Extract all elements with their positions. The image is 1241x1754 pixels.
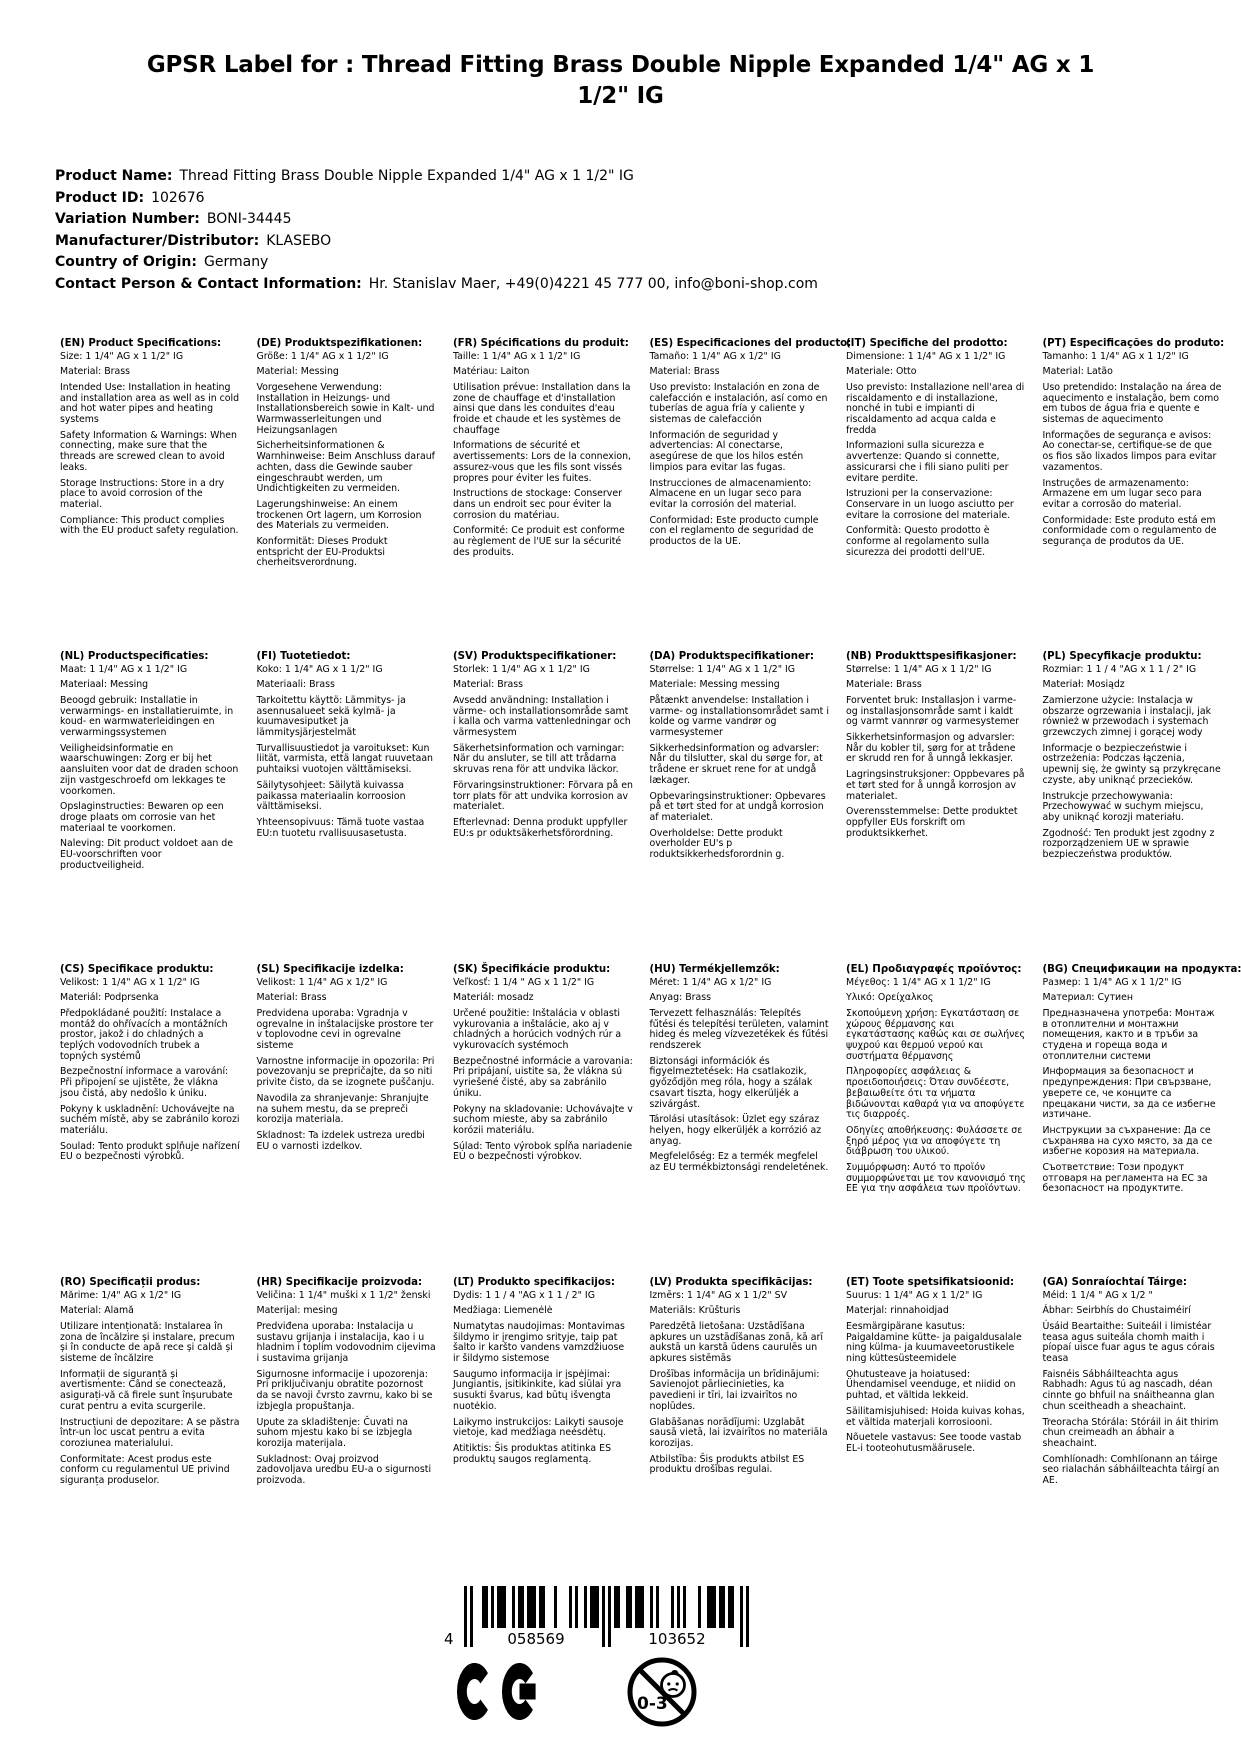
spec-paragraph: Maat: 1 1/4" AG x 1 1/2" IG — [60, 663, 188, 675]
spec-paragraph: Méid: 1 1/4 " AG x 1/2 " — [1042, 1289, 1153, 1301]
baby-left-eye — [667, 1682, 670, 1685]
spec-block-title: (DE) Produktspezifikationen: — [256, 338, 423, 349]
spec-paragraph: Материал: Сутиен — [1042, 992, 1134, 1004]
spec-block-bg — [1042, 964, 1241, 1277]
spec-paragraph: Bezpečnostné informácie a varovania: Pri pripájaní, uistite sa, že vlákna sú vyriešené čisté, aby sa zabránilo úniku. — [453, 1055, 633, 1099]
spec-block-title: (HU) Termékjellemzők: — [649, 964, 780, 975]
spec-block-title: (PL) Specyfikacje produktu: — [1042, 651, 1202, 662]
spec-paragraph: Intended Use: Installation in heating and installation area as well as in cold and hot water pipes and heating systems — [60, 381, 240, 426]
product-info-line — [55, 252, 818, 274]
spec-paragraph: Konformität: Dieses Produkt entspricht der EU-Produktsi cherheitsverordnung. — [256, 536, 388, 569]
spec-paragraph: Instrucciones de almacenamiento: Almacene en un lugar seco para evitar la corrosión del material. — [649, 477, 812, 510]
spec-paragraph: Beoogd gebruik: Installatie in verwarmings- en installatieruimte, in koud- en warmwaterleidingen en verwarmingssystemen — [60, 694, 234, 739]
spec-paragraph: Medžiaga: Liemenėlė — [453, 1305, 553, 1317]
spec-paragraph: Informações de segurança e avisos: Ao conectar-se, certifique-se de que os fios são lixados limpos para evitar vazamentos. — [1042, 429, 1217, 473]
spec-paragraph: Veľkosť: 1 1/4 " AG x 1 1/2" IG — [453, 976, 595, 988]
spec-paragraph: Opbevaringsinstruktioner: Opbevares på et tørt sted for at undgå korrosion af materialet. — [649, 790, 826, 823]
product-info-line — [55, 231, 818, 253]
ean-barcode — [442, 1586, 749, 1654]
spec-paragraph: Compliance: This product complies with the EU product safety regulation. — [60, 514, 239, 537]
spec-block-title: (SL) Specifikacije izdelka: — [256, 964, 404, 975]
spec-block-title: (BG) Спецификации на продукта: — [1042, 964, 1241, 975]
spec-block-el — [846, 964, 1026, 1277]
spec-paragraph: Säilitamisjuhised: Hoida kuivas kohas, et vältida materjali korrosiooni. — [846, 1405, 1025, 1428]
spec-block-de — [257, 338, 437, 651]
spec-paragraph: Säilytysohjeet: Säilytä kuivassa paikassa materiaalin korroosion välttämiseksi. — [256, 779, 406, 813]
spec-paragraph: Overholdelse: Dette produkt overholder EU's p roduktsikkerhedsforordnin g. — [649, 827, 785, 861]
spec-paragraph: Suurus: 1 1/4" AG x 1 1/2" IG — [846, 1289, 983, 1301]
product-info-value: KLASEBO — [266, 232, 332, 249]
spec-block-title: (PT) Especificações do produto: — [1042, 338, 1225, 349]
spec-block-title: (EL) Προδιαγραφές προϊόντος: — [846, 964, 1022, 975]
spec-block-title: (LT) Produkto specifikacijos: — [453, 1277, 615, 1288]
spec-paragraph: Materiale: Messing messing — [649, 679, 780, 691]
spec-paragraph: Σκοπούμενη χρήση: Εγκατάσταση σε χώρους θέρμανσης και εγκατάστασης καθώς και σε σωλήνες ψυχρού και θερμού νερού και συστήματα θέρμανσης — [846, 1007, 1025, 1062]
spec-paragraph: Conformitate: Acest produs este conform cu regulamentul UE privind siguranța produselor. — [60, 1453, 230, 1487]
spec-paragraph: Conformità: Questo prodotto è conforme al regolamento sulla sicurezza dei prodotti dell'UE. — [846, 525, 990, 558]
spec-paragraph: Anyag: Brass — [649, 992, 712, 1004]
spec-paragraph: Varnostne informacije in opozorila: Pri povezovanju se prepričajte, da so niti privite čisto, da se izognete puščanju. — [256, 1055, 435, 1089]
spec-block-title: (HR) Specifikacije proizvoda: — [256, 1277, 423, 1288]
spec-block-fi — [257, 651, 437, 964]
spec-paragraph: Storage Instructions: Store in a dry place to avoid corrosion of the material. — [60, 477, 225, 510]
spec-block-title: (FR) Spécifications du produit: — [453, 338, 629, 349]
spec-paragraph: Utilisation prévue: Installation dans la zone de chauffage et d'installation ainsi que dans les conduites d'eau froide et chaude et les systèmes de chauffage — [453, 381, 631, 436]
spec-paragraph: Naleving: Dit product voldoet aan de EU-voorschriften voor productveiligheid. — [60, 838, 233, 871]
spec-paragraph: Tervezett felhasználás: Telepítés fűtési és telepítési területen, valamint hideg és meleg vízvezetékek és fűtési rendszerek — [649, 1007, 829, 1052]
spec-paragraph: Taille: 1 1/4" AG x 1 1/2" IG — [453, 350, 581, 362]
spec-block-title: (SK) Špecifikácie produktu: — [453, 964, 611, 975]
spec-paragraph: Предназначена употреба: Монтаж в отоплителни и монтажни помещения, както и в тръби за студена и гореща вода и отоплителни системи — [1042, 1007, 1215, 1062]
spec-paragraph: Tamanho: 1 1/4" AG x 1 1/2" IG — [1042, 350, 1189, 362]
spec-paragraph: Numatytas naudojimas: Montavimas šildymo ir įrengimo srityje, taip pat šalto ir karšto vandens vamzdžiuose ir šildymo sistemose — [453, 1320, 625, 1365]
spec-paragraph: Materiāls: Krūšturis — [649, 1305, 741, 1317]
spec-block-sl — [257, 964, 437, 1277]
spec-paragraph: Treoracha Stórála: Stóráil in áit thirim chun creimeadh an ábhair a sheachaint. — [1042, 1416, 1219, 1449]
product-info-value: Thread Fitting Brass Double Nipple Expanded 1/4" AG x 1 1/2" IG — [179, 168, 634, 184]
spec-paragraph: Velikost: 1 1/4" AG x 1/2" IG — [256, 976, 388, 988]
baby-frown — [669, 1689, 678, 1691]
spec-paragraph: Vorgesehene Verwendung: Installation in Heizungs- und Installationsbereich sowie in Kalt- und Warmwasserleitungen und Heizungsanlagen — [256, 381, 435, 436]
spec-paragraph: Πληροφορίες ασφάλειας & προειδοποιήσεις: Όταν συνδέεστε, βεβαιωθείτε ότι τα νήματα βιδώνονται καθαρά για να αποφύγετε τις διαρροές. — [846, 1066, 1025, 1121]
product-info-line — [55, 274, 818, 296]
spec-paragraph: Conformidad: Este producto cumple con el reglamento de seguridad de productos de la UE. — [649, 514, 819, 548]
spec-paragraph: Atitiktis: Šis produktas atitinka ES produktų saugos reglamentą. — [453, 1442, 612, 1465]
spec-block-ga — [1043, 1277, 1223, 1590]
spec-block-title: (ET) Toote spetsifikatsioonid: — [846, 1277, 1015, 1288]
baby-right-eye — [676, 1682, 679, 1685]
product-info-label: Product Name: — [55, 168, 173, 184]
spec-paragraph: Material: Brass — [649, 366, 720, 378]
spec-paragraph: Lagerungshinweise: An einem trockenen Ort lagern, um Korrosion des Materials zu vermeiden. — [256, 498, 422, 532]
spec-paragraph: Συμμόρφωση: Αυτό το προϊόν συμμορφώνεται με τον κανονισμό της ΕΕ για την ασφάλεια των προϊόντων. — [846, 1162, 1026, 1195]
ce-letter-c-icon — [457, 1663, 492, 1720]
spec-paragraph: Upute za skladištenje: Čuvati na suhom mjestu kako bi se izbjegla korozija materijala. — [256, 1416, 413, 1449]
spec-paragraph: Utilizare intenționată: Instalarea în zona de încălzire și instalare, precum și în conducte de apă rece și caldă și sisteme de încălzire — [60, 1320, 235, 1365]
spec-paragraph: Dydis: 1 1 / 4 "AG x 1 1 / 2" IG — [453, 1289, 595, 1301]
spec-paragraph: Turvallisuustiedot ja varoitukset: Kun liität, varmista, että langat ruuvetaan puhtaiksi vuotojen välttämiseksi. — [256, 742, 434, 776]
spec-paragraph: Dimensione: 1 1/4" AG x 1 1/2" IG — [846, 350, 1006, 362]
spec-block-hr — [257, 1277, 437, 1590]
spec-paragraph: Istruzioni per la conservazione: Conservare in un luogo asciutto per evitare la corrosione del materiale. — [846, 488, 1014, 521]
spec-paragraph: Forventet bruk: Installasjon i varme- og installasjonsområde samt i kaldt og varmt vannrør og varmesystemer — [846, 694, 1020, 728]
spec-paragraph: Инструкции за съхранение: Да се съхранява на сухо място, за да се избегне корозия на материала. — [1042, 1124, 1213, 1158]
spec-paragraph: Efterlevnad: Denna produkt uppfyller EU:s pr oduktsäkerhetsförordning. — [453, 816, 628, 839]
spec-block-cs — [60, 964, 240, 1277]
spec-paragraph: Υλικό: Ορείχαλκος — [846, 992, 934, 1004]
spec-paragraph: Informacje o bezpieczeństwie i ostrzeżenia: Podczas łączenia, upewnij się, że gwinty są przykręcane czyste, aby uniknąć przecieków. — [1042, 742, 1221, 786]
spec-paragraph: Størrelse: 1 1/4" AG x 1 1/2" IG — [649, 663, 796, 675]
ean-barcode-graphic — [442, 1586, 749, 1650]
age-warning-0-3-icon — [626, 1656, 698, 1732]
spec-paragraph: Nõuetele vastavus: See toode vastab EL-i tooteohutusmäärusele. — [846, 1432, 1022, 1454]
spec-paragraph: Pokyny na skladovanie: Uchovávajte v suchom mieste, aby sa zabránilo korózii materiálu. — [453, 1103, 633, 1136]
product-info-section — [55, 166, 818, 295]
ce-mark-icon — [457, 1663, 537, 1720]
spec-block-es — [649, 338, 852, 651]
spec-paragraph: Materijal: mesing — [256, 1305, 338, 1317]
spec-paragraph: Material: Brass — [256, 992, 327, 1004]
spec-paragraph: Overensstemmelse: Dette produktet oppfyller EUs forskrift om produktsikkerhet. — [846, 806, 1018, 839]
spec-block-et — [846, 1277, 1026, 1590]
spec-block-it — [846, 338, 1026, 651]
product-info-label: Country of Origin: — [55, 254, 197, 270]
spec-paragraph: Faisnéis Sábháilteachta agus Rabhadh: Agus tú ag nascadh, déan cinnte go bhfuil na snáitheanna glan chun sceitheadh a sheachaint. — [1042, 1368, 1215, 1412]
ce-letter-e-icon — [502, 1663, 537, 1720]
spec-block-title: (IT) Specifiche del prodotto: — [846, 338, 1008, 349]
spec-block-en — [60, 338, 240, 651]
spec-paragraph: Zgodność: Ten produkt jest zgodny z rozporządzeniem UE w sprawie bezpieczeństwa produktów. — [1042, 827, 1215, 861]
spec-paragraph: Información de seguridad y advertencias: Al conectarse, asegúrese de que los hilos estén limpios para evitar las fugas. — [649, 429, 804, 473]
spec-paragraph: Material: Latão — [1042, 366, 1113, 378]
spec-paragraph: Informazioni sulla sicurezza e avvertenze: Quando si connette, assicurarsi che i fili siano puliti per evitare perdite. — [846, 440, 1009, 484]
spec-paragraph: Instruções de armazenamento: Armazene em um lugar seco para evitar a corrosão do material. — [1042, 477, 1202, 510]
spec-paragraph: Påtænkt anvendelse: Installation i varme- og installationsområdet samt i kolde og varme vandrør og varmesystemer — [649, 694, 829, 739]
spec-paragraph: Glabāšanas norādījumi: Uzglabāt sausā vietā, lai izvairītos no materiāla korozijas. — [649, 1416, 828, 1449]
spec-paragraph: Sigurnosne informacije i upozorenja: Pri priključivanju obratite pozornost da se navoji čvrsto zavrnu, kako bi se izbjegla propuštanja. — [256, 1368, 433, 1412]
product-info-label: Variation Number: — [55, 211, 200, 227]
spec-block-title: (CS) Specifikace produktu: — [60, 964, 214, 975]
spec-paragraph: Materiál: Podprsenka — [60, 992, 159, 1004]
spec-paragraph: Tarkoitettu käyttö: Lämmitys- ja asennusalueet sekä kylmä- ja kuumavesiputket ja lämmitysjärjestelmät — [256, 694, 406, 739]
spec-paragraph: Storlek: 1 1/4" AG x 1 1/2" IG — [453, 663, 590, 675]
spec-paragraph: Material: Brass — [60, 366, 131, 378]
spec-paragraph: Lagringsinstruksjoner: Oppbevares på et tørt sted for å unngå korrosjon av materialet. — [846, 769, 1025, 802]
spec-paragraph: Size: 1 1/4" AG x 1 1/2" IG — [60, 350, 184, 362]
spec-paragraph: Material: Alamă — [60, 1305, 134, 1317]
spec-paragraph: Drošības informācija un brīdinājumi: Savienojot pārliecinieties, ka pavedieni ir tīri, lai izvairītos no noplūdes. — [649, 1368, 820, 1412]
spec-paragraph: Säkerhetsinformation och varningar: När du ansluter, se till att trådarna skruvas rena för att undvika läckor. — [453, 742, 625, 776]
spec-paragraph: Sikkerhetsinformasjon og advarsler: Når du kobler til, sørg for at trådene er skrudd ren for å unngå lekkasjer. — [846, 732, 1016, 765]
spec-block-sv — [453, 651, 633, 964]
spec-paragraph: Izmērs: 1 1/4" AG x 1 1/2" SV — [649, 1289, 787, 1301]
spec-paragraph: Velikost: 1 1/4" AG x 1 1/2" IG — [60, 976, 200, 988]
spec-paragraph: Instructions de stockage: Conserver dans un endroit sec pour éviter la corrosion du matériau. — [453, 488, 622, 521]
spec-paragraph: Rozmiar: 1 1 / 4 "AG x 1 1 / 2" IG — [1042, 663, 1197, 675]
spec-paragraph: Atbilstība: Šis produkts atbilst ES produktu drošības regulai. — [649, 1453, 805, 1476]
product-info-label: Contact Person & Contact Information: — [55, 275, 362, 292]
spec-block-title: (ES) Especificaciones del producto: — [649, 338, 852, 349]
spec-paragraph: Materiał: Mosiądz — [1042, 679, 1125, 691]
spec-paragraph: Biztonsági információk és figyelmeztetések: Ha csatlakozik, győződjön meg róla, hogy a szálak csavart tiszta, hogy elkerüljék a szivárgást. — [649, 1055, 813, 1110]
product-info-value: Germany — [204, 254, 269, 270]
product-info-line — [55, 188, 818, 210]
spec-paragraph: Mărime: 1/4" AG x 1/2" IG — [60, 1289, 182, 1301]
spec-paragraph: Ábhar: Seirbhís do Chustaiméirí — [1042, 1305, 1191, 1317]
spec-paragraph: Saugumo informacija ir įspėjimai: Jungiantis, įsitikinkite, kad siūlai yra susukti švarus, kad būtų išvengta nuotėkio. — [453, 1368, 622, 1412]
spec-paragraph: Materiál: mosadz — [453, 992, 534, 1004]
spec-paragraph: Méret: 1 1/4" AG x 1/2" IG — [649, 976, 772, 988]
product-info-value: Hr. Stanislav Maer, +49(0)4221 45 777 00, info@boni-shop.com — [368, 275, 818, 292]
spec-paragraph: Conformité: Ce produit est conforme au règlement de l'UE sur la sécurité des produits. — [453, 525, 625, 558]
spec-paragraph: Förvaringsinstruktioner: Förvara på en torr plats för att undvika korrosion av materialet. — [453, 779, 633, 813]
barcode-left-digits: 058569 — [507, 1630, 565, 1648]
spec-paragraph: Súlad: Tento výrobok spĺňa nariadenie EÚ o bezpečnosti výrobkov. — [453, 1140, 633, 1163]
age-warning-text: 0-3 — [637, 1694, 668, 1714]
spec-paragraph: Tárolási utasítások: Üzlet egy száraz helyen, hogy elkerüljék a korrózió az anyag. — [649, 1114, 822, 1147]
spec-block-hu — [650, 964, 830, 1277]
spec-paragraph: Μέγεθος: 1 1/4" AG x 1 1/2" IG — [846, 976, 991, 988]
spec-paragraph: Bezpečnostní informace a varování: Při připojení se ujistěte, že vlákna jsou čistá, aby nedošlo k úniku. — [60, 1066, 229, 1099]
age-warning-graphic — [626, 1656, 698, 1728]
spec-paragraph: Zamierzone użycie: Instalacja w obszarze ogrzewania i instalacji, jak również w przewodach i systemach grzewczych zimnej i gorącej wody — [1042, 694, 1212, 739]
spec-paragraph: Paredzētā lietošana: Uzstādīšana apkures un uzstādīšanas zonā, kā arī aukstā un karstā ūdens caurulēs un apkures sistēmās — [649, 1320, 823, 1365]
spec-paragraph: Comhlíonadh: Comhlíonann an táirge seo rialachán sábháilteachta táirgí an AE. — [1042, 1453, 1220, 1487]
spec-paragraph: Materiale: Otto — [846, 366, 917, 378]
spec-paragraph: Matériau: Laiton — [453, 366, 530, 378]
page-title: GPSR Label for : Thread Fitting Brass Double Nipple Expanded 1/4" AG x 1 1/2" IG — [146, 52, 1095, 109]
spec-paragraph: Instrucțiuni de depozitare: A se păstra într-un loc uscat pentru a evita coroziunea materialului. — [60, 1416, 240, 1449]
spec-paragraph: Sicherheitsinformationen & Warnhinweise: Beim Anschluss darauf achten, dass die Gewinde sauber eingeschraubt werden, um Undichtigkeiten zu vermeiden. — [256, 440, 435, 495]
spec-paragraph: Uso previsto: Instalación en zona de calefacción e instalación, así como en tuberías de agua fría y caliente y sistemas de calefacción — [649, 381, 828, 426]
spec-paragraph: Conformidade: Este produto está em conformidade com o regulamento de segurança de produtos da UE. — [1042, 514, 1217, 548]
spec-paragraph: Material: Brass — [453, 679, 524, 691]
spec-paragraph: Instrukcje przechowywania: Przechowywać w suchym miejscu, aby uniknąć korozji materiału. — [1042, 790, 1204, 823]
spec-block-ro — [60, 1277, 240, 1590]
spec-block-pt — [1043, 338, 1223, 651]
spec-block-fr — [453, 338, 633, 651]
spec-paragraph: Materiaali: Brass — [256, 679, 335, 691]
spec-paragraph: Materiaal: Messing — [60, 679, 149, 691]
spec-paragraph: Yhteensopivuus: Tämä tuote vastaa EU:n tuotetu rvallisuusasetusta. — [256, 816, 425, 839]
spec-block-pl — [1043, 651, 1223, 964]
spec-paragraph: Съответствие: Този продукт отговаря на регламента на ЕС за безопасност на продуктите. — [1042, 1162, 1208, 1195]
barcode-lead-digit: 4 — [444, 1630, 454, 1648]
spec-paragraph: Informations de sécurité et avertissements: Lors de la connexion, assurez-vous que les fils sont vissés propres pour éviter les fuites. — [453, 440, 632, 484]
spec-paragraph: Størrelse: 1 1/4" AG x 1 1/2" IG — [846, 663, 992, 675]
spec-paragraph: Material: Messing — [256, 366, 339, 378]
spec-block-nl — [60, 651, 240, 964]
spec-paragraph: Laikymo instrukcijos: Laikyti sausoje vietoje, kad medžiaga neėsdėtų. — [453, 1416, 624, 1439]
product-info-value: BONI-34445 — [206, 211, 292, 227]
spec-paragraph: Navodila za shranjevanje: Shranjujte na suhem mestu, da se prepreči korozija materiala. — [256, 1092, 429, 1126]
product-info-label: Product ID: — [55, 189, 145, 206]
spec-paragraph: Predviđena uporaba: Instalacija u sustavu grijanja i instalacija, kao i u hladnim i toplim vodovodnim cijevima i sustavima grijanja — [256, 1320, 436, 1365]
spec-paragraph: Uso previsto: Installazione nell'area di riscaldamento e di installazione, nonché in tubi e impianti di riscaldamento ad acqua calda e fredda — [846, 381, 1025, 436]
spec-block-lv — [650, 1277, 830, 1590]
spec-paragraph: Materiale: Brass — [846, 679, 922, 691]
product-info-label: Manufacturer/Distributor: — [55, 232, 260, 249]
barcode-right-digits: 103652 — [648, 1630, 706, 1648]
spec-block-title: (LV) Produkta specifikācijas: — [649, 1277, 813, 1288]
spec-paragraph: Pokyny k uskladnění: Uchovávejte na suchém místě, aby se zabránilo korozi materiálu. — [60, 1103, 240, 1136]
spec-paragraph: Předpokládané použití: Instalace a montáž do ohřívacích a montážních prostor, jakož i do chladných a teplých vodovodních trubek a topných systémů — [60, 1007, 228, 1062]
spec-paragraph: Avsedd användning: Installation i värme- och installationsområde samt i kalla och varma vattenledningar och värmesystem — [453, 694, 631, 739]
spec-paragraph: Určené použitie: Inštalácia v oblasti vykurovania a inštalácie, ako aj v chladných a horúcich vodných rúr a vykurovacích systémoch — [453, 1007, 622, 1052]
spec-paragraph: Veličina: 1 1/4" muški x 1 1/2" ženski — [256, 1289, 431, 1301]
product-info-value: 102676 — [151, 189, 205, 206]
spec-block-title: (SV) Produktspecifikationer: — [453, 651, 617, 662]
spec-paragraph: Размер: 1 1/4" AG x 1 1/2" IG — [1042, 976, 1182, 988]
product-info-line — [55, 166, 818, 188]
spec-block-title: (RO) Specificații produs: — [60, 1277, 201, 1288]
spec-block-nb — [846, 651, 1026, 964]
spec-block-title: (FI) Tuotetiedot: — [256, 651, 351, 662]
spec-paragraph: Megfelelőség: Ez a termék megfelel az EU termékbiztonsági rendeletének. — [649, 1151, 829, 1174]
spec-paragraph: Uso pretendido: Instalação na área de aquecimento e instalação, bem como em tubos de água fria e quente e sistemas de aquecimento — [1042, 381, 1222, 426]
spec-paragraph: Sikkerhedsinformation og advarsler: Når du tilslutter, skal du sørge for, at trådene er skruet rene for at undgå lækager. — [649, 742, 823, 786]
spec-grid — [60, 338, 1240, 1590]
spec-paragraph: Materjal: rinnahoidjad — [846, 1305, 949, 1317]
spec-paragraph: Koko: 1 1/4" AG x 1 1/2" IG — [256, 663, 383, 675]
spec-paragraph: Opslaginstructies: Bewaren op een droge plaats om corrosie van het materiaal te voorkomen. — [60, 801, 224, 834]
spec-block-sk — [453, 964, 633, 1277]
spec-block-title: (NB) Produkttspesifikasjoner: — [846, 651, 1017, 662]
spec-paragraph: Úsáid Beartaithe: Suiteáil i limistéar teasa agus suiteála chomh maith i píopaí uisce fuar agus te agus córais teasa — [1042, 1320, 1215, 1365]
spec-paragraph: Οδηγίες αποθήκευσης: Φυλάσσετε σε ξηρό μέρος για να αποφύγετε τη διάβρωση του υλικού. — [846, 1124, 1023, 1158]
spec-paragraph: Veiligheidsinformatie en waarschuwingen: Zorg er bij het aansluiten voor dat de draden schoon zijn vastgeschroefd om lekkages te voorkomen. — [60, 742, 239, 797]
spec-paragraph: Eesmärgipärane kasutus: Paigaldamine kütte- ja paigaldusalale ning külma- ja kuumaveetorustikele ning küttesüsteemidele — [846, 1320, 1022, 1365]
spec-paragraph: Soulad: Tento produkt splňuje nařízení EU o bezpečnosti výrobků. — [60, 1140, 240, 1163]
spec-block-da — [650, 651, 830, 964]
spec-block-title: (DA) Produktspecifikationer: — [649, 651, 814, 662]
spec-block-title: (EN) Product Specifications: — [60, 338, 222, 349]
spec-paragraph: Tamaño: 1 1/4" AG x 1/2" IG — [649, 350, 781, 362]
spec-block-title: (NL) Productspecificaties: — [60, 651, 209, 662]
spec-paragraph: Skladnost: Ta izdelek ustreza uredbi EU o varnosti izdelkov. — [256, 1129, 425, 1152]
spec-paragraph: Predvidena uporaba: Vgradnja v ogrevalne in inštalacijske prostore ter v toplovodne cevi in ogrevalne sisteme — [256, 1007, 434, 1052]
spec-paragraph: Safety Information & Warnings: When connecting, make sure that the threads are screwed clean to avoid leaks. — [60, 429, 237, 473]
spec-paragraph: Информация за безопасност и предупреждения: При свързване, уверете се, че конците са прецакани чисти, за да се избегне изтичане. — [1042, 1066, 1216, 1121]
spec-paragraph: Größe: 1 1/4" AG x 1 1/2" IG — [256, 350, 389, 362]
spec-paragraph: Ohutusteave ja hoiatused: Ühendamisel veenduge, et niidid on puhtad, et vältida lekkeid. — [846, 1368, 1016, 1402]
product-info-line — [55, 209, 818, 231]
spec-block-title: (GA) Sonraíochtaí Táirge: — [1042, 1277, 1187, 1288]
spec-paragraph: Informații de siguranță și avertismente: Când se conectează, asigurați-vă că firele sunt înșurubate curat pentru a evita scurgerile. — [60, 1368, 233, 1412]
spec-block-lt — [453, 1277, 633, 1590]
spec-paragraph: Sukladnost: Ovaj proizvod zadovoljava uredbu EU-a o sigurnosti proizvoda. — [256, 1453, 432, 1487]
